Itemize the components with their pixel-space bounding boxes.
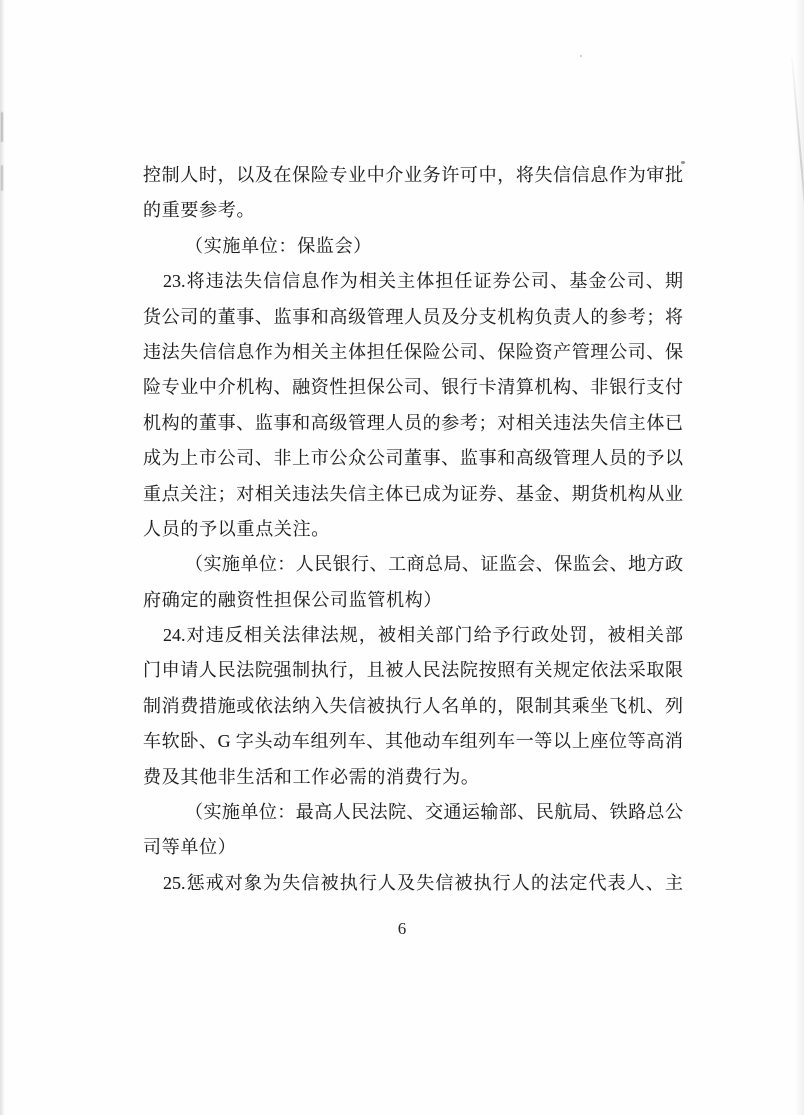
text-line: 险专业中介机构、融资性担保公司、银行卡清算机构、非银行支付	[143, 377, 683, 398]
text-line: 费及其他非生活和工作必需的消费行为。	[143, 766, 480, 787]
text-line: 制消费措施或依法纳入失信被执行人名单的，限制其乘坐飞机、列	[143, 695, 683, 716]
text-line: 24.对违反相关法律法规，被相关部门给予行政处罚，被相关部	[163, 625, 683, 646]
text-line: 违法失信信息作为相关主体担任保险公司、保险资产管理公司、保	[143, 341, 683, 362]
text-line: 货公司的董事、监事和高级管理人员及分支机构负责人的参考；将	[143, 306, 683, 327]
text-line: 重点关注；对相关违法失信主体已成为证券、基金、期货机构从业	[143, 483, 683, 504]
paragraph-item-24	[143, 618, 683, 795]
text-line: （实施单位：保监会）	[185, 235, 372, 256]
paragraph-implementing-unit	[143, 229, 683, 264]
document-body	[143, 158, 683, 901]
scan-edge-mark	[1, 112, 3, 142]
text-line: （实施单位：最高人民法院、交通运输部、民航局、铁路总公	[185, 802, 683, 823]
paragraph-item-23	[143, 264, 683, 547]
text-line: 人员的予以重点关注。	[143, 518, 330, 539]
scan-speck	[580, 55, 582, 57]
paragraph-item-25	[143, 866, 683, 901]
text-line: 门申请人民法院强制执行，且被人民法院按照有关规定依法采取限	[143, 660, 683, 681]
text-line: 控制人时，以及在保险专业中介业务许可中，将失信信息作为审批	[143, 165, 683, 185]
text-line: 的重要参考。	[143, 200, 256, 221]
text-line: 车软卧、G 字头动车组列车、其他动车组列车一等以上座位等高消	[143, 731, 683, 752]
scan-edge-mark	[1, 165, 3, 191]
text-line: （实施单位：人民银行、工商总局、证监会、保监会、地方政	[185, 554, 683, 575]
paragraph-implementing-unit	[143, 795, 683, 866]
page-number: 6	[397, 919, 407, 938]
text-line: 成为上市公司、非上市公众公司董事、监事和高级管理人员的予以	[143, 448, 683, 469]
text-line: 25.惩戒对象为失信被执行人及失信被执行人的法定代表人、主	[163, 872, 683, 893]
paragraph-implementing-unit	[143, 547, 683, 618]
text-line: 23.将违法失信信息作为相关主体担任证券公司、基金公司、期	[163, 271, 683, 292]
text-line: 司等单位）	[143, 837, 237, 858]
paragraph-continuation	[143, 158, 683, 229]
text-line: 机构的董事、监事和高级管理人员的参考；对相关违法失信主体已	[143, 412, 683, 433]
text-line: 府确定的融资性担保公司监管机构）	[143, 589, 443, 610]
